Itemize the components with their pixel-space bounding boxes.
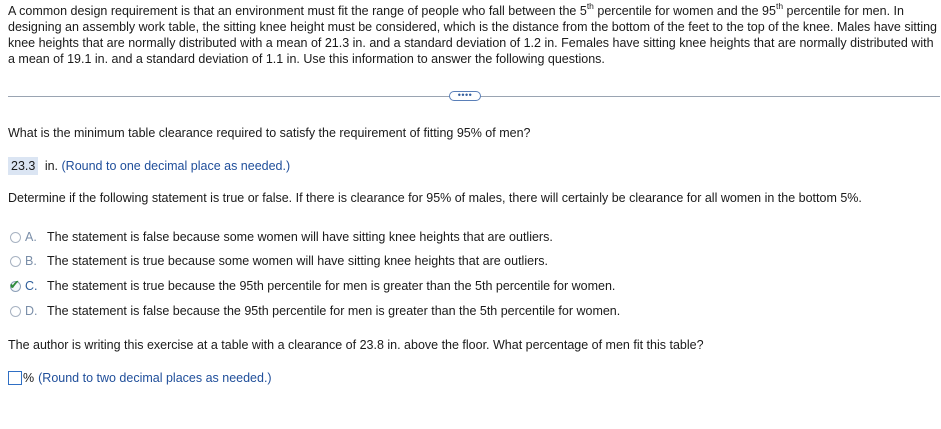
intro-sup2: th <box>775 0 784 11</box>
option-a-letter: A. <box>25 230 37 244</box>
option-c[interactable] <box>10 278 615 294</box>
correct-check-icon: ✔ <box>9 276 20 292</box>
option-a[interactable] <box>10 229 553 245</box>
answer-1-hint: (Round to one decimal place as needed.) <box>61 159 291 173</box>
problem-intro <box>8 0 938 67</box>
option-d-text: The statement is false because the 95th percentile for men is greater than the 5th percentile for women. <box>47 304 621 318</box>
intro-sup1: th <box>586 0 594 11</box>
option-c-letter: C. <box>25 279 38 293</box>
option-c-text: The statement is true because the 95th percentile for men is greater than the 5th percentile for women. <box>47 279 616 293</box>
option-d[interactable] <box>10 303 620 319</box>
option-a-radio[interactable] <box>10 232 21 243</box>
option-c-radio[interactable] <box>9 276 21 292</box>
question-1-answer-row <box>8 157 290 175</box>
intro-part1: A common design requirement is that an environment must fit the range of people who fall between the 5 <box>8 4 587 18</box>
option-b-radio[interactable] <box>10 256 21 267</box>
question-2-text: Determine if the following statement is true or false. If there is clearance for 95% of males, there will certainly be clearance for all women in the bottom 5%. <box>8 191 862 205</box>
answer-1-value[interactable]: 23.3 <box>8 157 38 175</box>
answer-1-unit: in. <box>44 159 59 173</box>
option-b-text: The statement is true because some women will have sitting knee heights that are outliers. <box>47 254 548 268</box>
intro-part3: percentile for men. In designing an assembly work table, the sitting knee height must be considered, which is the distance from the bottom of the feet to the top of the knee. Males have sitting knee heights that are normally distributed with a mean of 21.3 in. and a standard deviation of 1.2 in. Females have sitting knee heights that are normally distributed with a mean of 19.1 in. and a standard deviation of 1.1 in. Use this information to answer the following questions. <box>8 4 938 66</box>
option-b-letter: B. <box>25 254 37 268</box>
expand-more-button[interactable]: •••• <box>449 91 481 101</box>
answer-3-hint: (Round to two decimal places as needed.) <box>38 371 272 385</box>
option-a-text: The statement is false because some women will have sitting knee heights that are outliers. <box>47 230 553 244</box>
option-d-letter: D. <box>25 304 38 318</box>
answer-3-unit: % <box>23 371 35 385</box>
intro-part2: percentile for women and the 95 <box>593 4 776 18</box>
option-b[interactable] <box>10 253 548 269</box>
question-3-answer-row <box>8 370 272 386</box>
answer-3-input[interactable] <box>8 371 22 385</box>
question-1-text: What is the minimum table clearance required to satisfy the requirement of fitting 95% of men? <box>8 126 531 140</box>
question-3-text: The author is writing this exercise at a table with a clearance of 23.8 in. above the floor. What percentage of men fit this table? <box>8 338 704 352</box>
option-d-radio[interactable] <box>10 306 21 317</box>
